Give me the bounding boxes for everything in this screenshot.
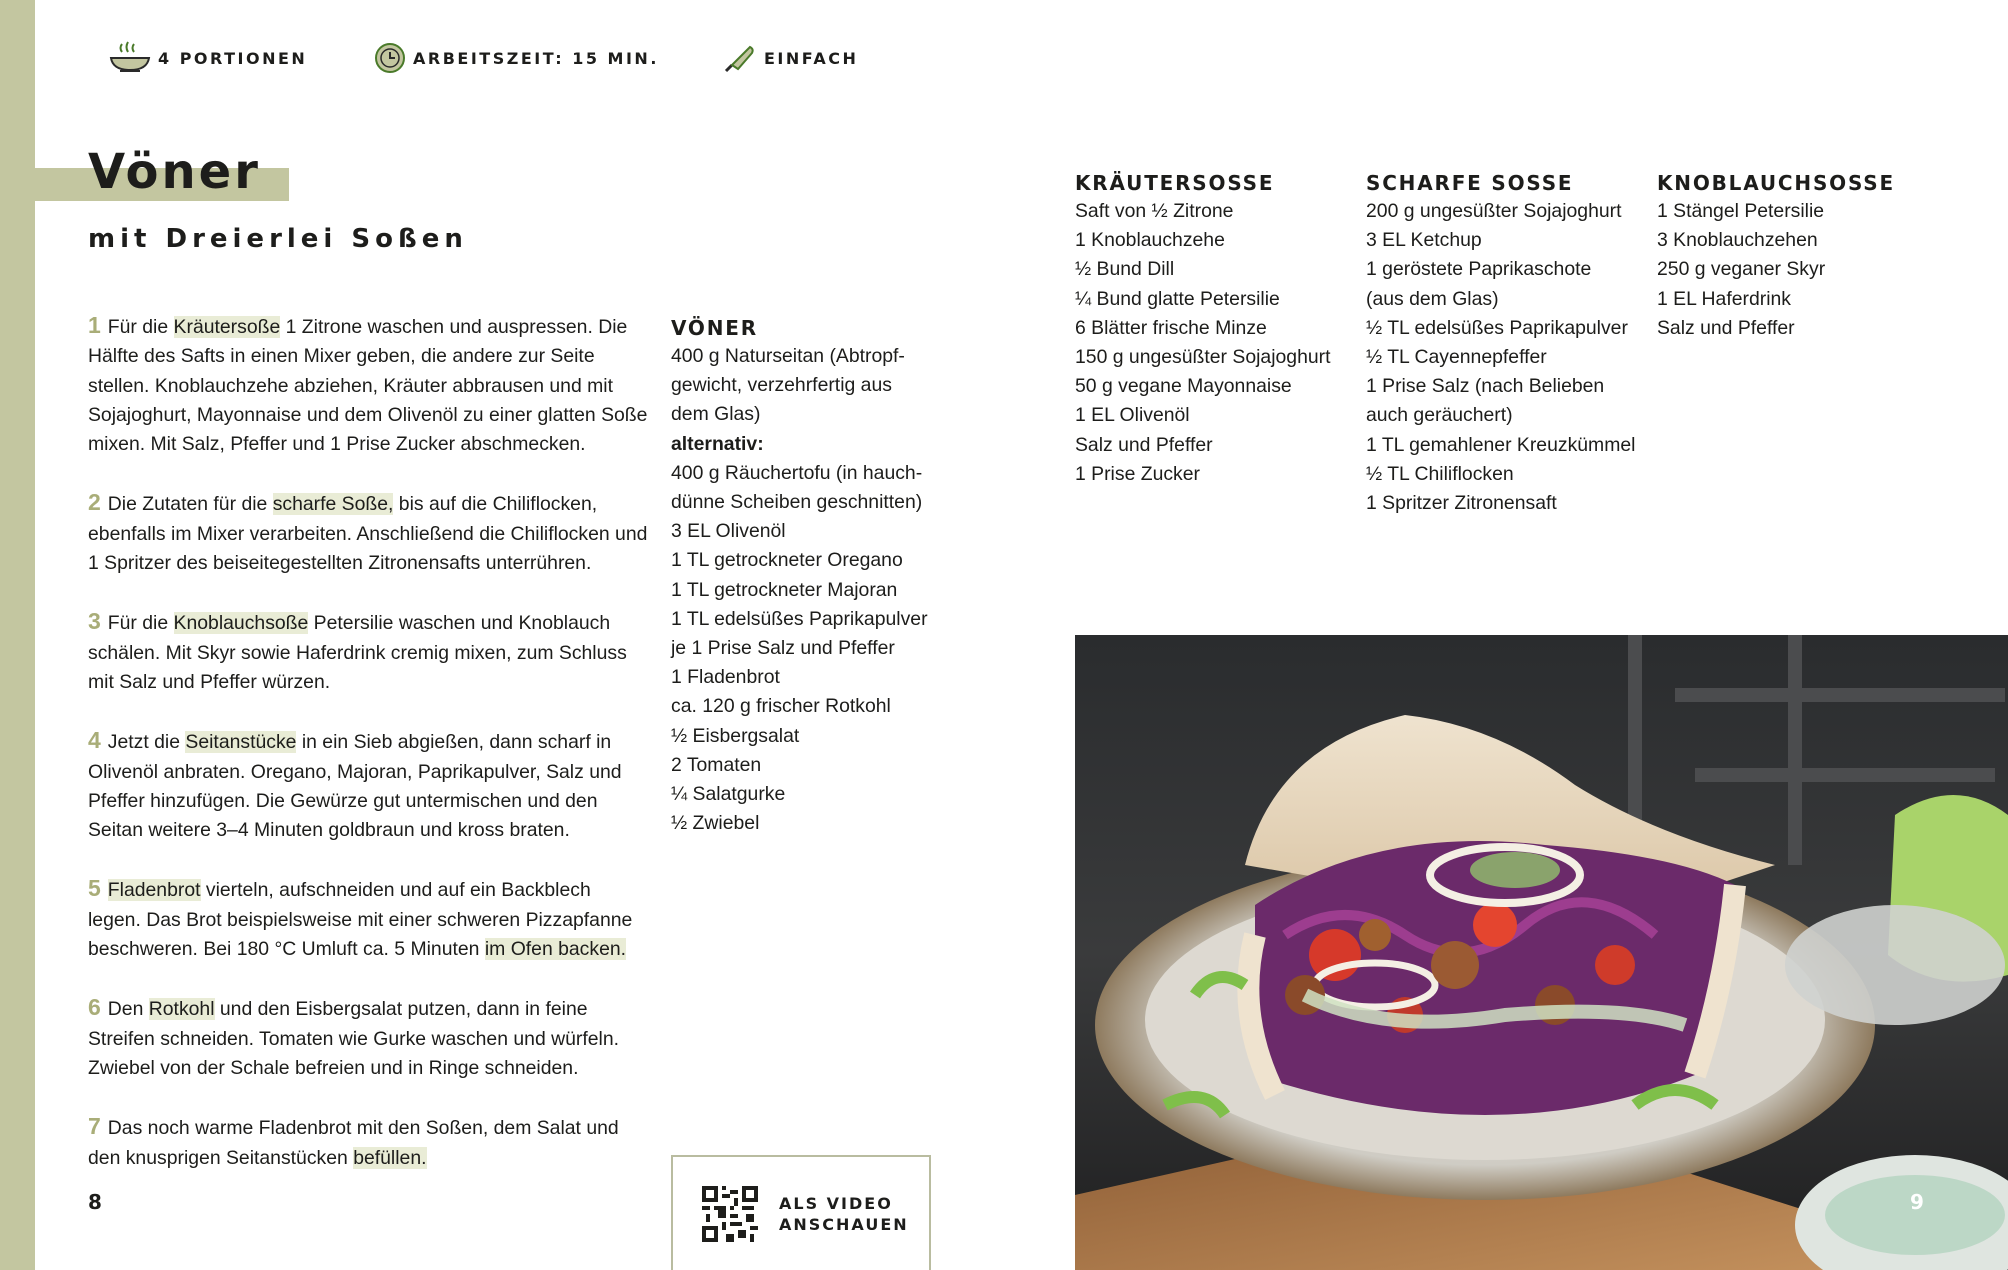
ingredient-item: auch geräuchert) (1366, 404, 1513, 427)
instruction-step: 3 Für die Knoblauchsoße Petersilie waschen und Knoblauch schälen. Mit Skyr sowie Haferdrink cremig mixen, zum Schluss mit Salz und Pfeffer würzen. (88, 608, 627, 693)
ingredient-item: Saft von ½ Zitrone (1075, 200, 1234, 222)
instruction-step: 6 Den Rotkohl und den Eisbergsalat putzen, dann in feine Streifen schneiden. Tomaten wie Gurke waschen und würfeln. Zwiebel von der Schale befreien und in Ringe schneiden. (88, 994, 620, 1079)
kraeuter-heading: KRÄUTERSOSSE (1075, 171, 1275, 195)
ingredient-item: 1 Prise Salz (nach Belieben (1366, 375, 1605, 398)
highlight-text: befüllen. (353, 1146, 427, 1169)
ingredient-item: Salz und Pfeffer (1657, 316, 1795, 339)
worktime-label: ARBEITSZEIT: 15 MIN. (413, 48, 659, 68)
video-label: ALS VIDEO ANSCHAUEN (779, 1194, 909, 1234)
scharf-ingredients (1366, 165, 1656, 518)
worktime-meta (373, 38, 659, 78)
clock-icon (373, 41, 407, 75)
recipe-title: Vöner (88, 144, 261, 200)
step-number: 4 (88, 727, 101, 754)
ingredient-item: ¼ Bund glatte Petersilie (1075, 287, 1280, 310)
qr-code-icon[interactable] (702, 1186, 758, 1242)
ingredient-item: dem Glas) (671, 403, 761, 426)
highlight-text: scharfe Soße, (272, 493, 394, 516)
ingredient-item: 1 EL Olivenöl (1075, 404, 1190, 427)
ingredient-item: 3 EL Olivenöl (671, 520, 786, 543)
difficulty-meta (722, 38, 858, 78)
ingredient-item: 3 Knoblauchzehen (1657, 229, 1818, 252)
ingredient-item: 50 g vegane Mayonnaise (1075, 375, 1292, 398)
ingredient-item: 1 Knoblauchzehe (1075, 229, 1225, 252)
video-qr-box[interactable] (671, 1155, 931, 1270)
ingredient-item: 2 Tomaten (671, 753, 762, 776)
page-spine-bar (0, 0, 35, 1270)
ingredient-item: Salz und Pfeffer (1075, 433, 1213, 456)
knoblauch-ingredients (1657, 165, 1987, 343)
alternative-label: alternativ: (671, 432, 764, 455)
scharf-heading: SCHARFE SOSSE (1366, 171, 1574, 195)
ingredient-item: 1 TL edelsüßes Paprikapulver (671, 607, 928, 630)
ingredient-item: 1 TL getrockneter Majoran (671, 578, 898, 601)
ingredient-item: ½ Zwiebel (671, 812, 760, 835)
ingredient-item: ½ Bund Dill (1075, 258, 1175, 281)
instruction-step: 7 Das noch warme Fladenbrot mit den Soßen, dem Salat und den knusprigen Seitanstücken befüllen. (88, 1113, 619, 1169)
step-number: 7 (88, 1113, 101, 1140)
instruction-step: 1 Für die Kräutersoße 1 Zitrone waschen und auspressen. Die Hälfte des Safts in einen Mixer geben, die andere zur Seite stellen. Knoblauchzehe abziehen, Kräuter abbrausen und mit Sojajoghurt, Mayonnaise und dem Olivenöl zu einer glatten Soße mixen. Mit Salz, Pfeffer und 1 Prise Zucker abschmecken. (88, 312, 648, 456)
ingredient-item: ½ TL Chiliflocken (1366, 462, 1514, 485)
ingredient-item: 400 g Naturseitan (Abtropf- (671, 345, 905, 367)
ingredient-item: 3 EL Ketchup (1366, 229, 1482, 252)
instruction-step: 4 Jetzt die Seitanstücke in ein Sieb abgießen, dann scharf in Olivenöl anbraten. Oregano, Majoran, Paprikapulver, Salz und Pfeffer hinzufügen. Die Gewürze gut untermischen und den Seitan weitere 3–4 Minuten goldbraun und kross braten. (88, 727, 622, 842)
ingredient-item: 1 TL gemahlener Kreuzkümmel (1366, 433, 1636, 456)
instruction-step: 5 Fladenbrot vierteln, aufschneiden und auf ein Backblech legen. Das Brot beispielsweise mit einer schweren Pizzapfanne beschweren. Bei 180 °C Umluft ca. 5 Minuten im Ofen backen. (88, 875, 633, 961)
highlight-text: Kräutersoße (173, 316, 281, 338)
ingredient-item: 150 g ungesüßter Sojajoghurt (1075, 346, 1331, 369)
ingredient-item: ½ Eisbergsalat (671, 724, 800, 747)
highlight-text: Fladenbrot (107, 879, 201, 902)
ingredient-item: (aus dem Glas) (1366, 287, 1499, 310)
step-number: 2 (88, 489, 101, 516)
ingredient-item: 1 Spritzer Zitronensaft (1366, 492, 1557, 515)
voener-heading: VÖNER (671, 316, 758, 340)
recipe-photo (1075, 635, 2008, 1270)
ingredient-item: ca. 120 g frischer Rotkohl (671, 695, 891, 718)
bowl-icon (108, 40, 152, 76)
instruction-steps (88, 311, 648, 1202)
ingredient-item: ¼ Salatgurke (671, 783, 786, 806)
recipe-subtitle: mit Dreierlei Soßen (88, 224, 468, 254)
highlight-text: Rotkohl (148, 998, 215, 1021)
ingredient-item: 200 g ungesüßter Sojajoghurt (1366, 200, 1622, 222)
ingredient-item: ½ TL Cayennepfeffer (1366, 346, 1547, 369)
ingredient-item: 1 Fladenbrot (671, 666, 780, 689)
portions-meta (108, 38, 307, 78)
difficulty-label: EINFACH (764, 48, 859, 68)
step-number: 1 (88, 312, 101, 338)
highlight-text: Knoblauchsoße (173, 612, 309, 635)
ingredient-item: gewicht, verzehrfertig aus (671, 374, 892, 397)
step-number: 6 (88, 994, 101, 1021)
step-number: 3 (88, 608, 101, 635)
ingredient-item: 1 Prise Zucker (1075, 462, 1200, 485)
ingredient-item: 250 g veganer Skyr (1657, 258, 1826, 281)
step-number: 5 (88, 875, 101, 902)
ingredient-item: 1 geröstete Paprikaschote (1366, 258, 1592, 281)
instruction-step: 2 Die Zutaten für die scharfe Soße, bis auf die Chiliflocken, ebenfalls im Mixer verarbeiten. Anschließend die Chiliflocken und 1 Spritzer des beiseitegestellten Zitronensafts unterrühren. (88, 489, 648, 575)
knife-icon (722, 41, 758, 75)
ingredient-item: 6 Blätter frische Minze (1075, 316, 1267, 339)
highlight-text: im Ofen backen. (484, 938, 627, 961)
ingredient-item: dünne Scheiben geschnitten) (671, 491, 923, 514)
highlight-text: Seitanstücke (185, 731, 297, 754)
ingredient-item: 1 TL getrockneter Oregano (671, 549, 903, 572)
portions-label: 4 PORTIONEN (158, 48, 308, 68)
ingredient-item: 1 Stängel Petersilie (1657, 200, 1825, 222)
ingredient-item: je 1 Prise Salz und Pfeffer (671, 637, 895, 660)
knoblauch-heading: KNOBLAUCHSOSSE (1657, 171, 1895, 195)
ingredient-item: ½ TL edelsüßes Paprikapulver (1366, 316, 1628, 339)
page-number-left: 8 (88, 1190, 102, 1214)
page-number-right: 9 (1910, 1190, 1924, 1214)
ingredient-item: 1 EL Haferdrink (1657, 287, 1792, 310)
voener-ingredients (671, 310, 971, 838)
ingredient-item: 400 g Räuchertofu (in hauch- (671, 461, 923, 484)
kraeuter-ingredients (1075, 165, 1360, 489)
